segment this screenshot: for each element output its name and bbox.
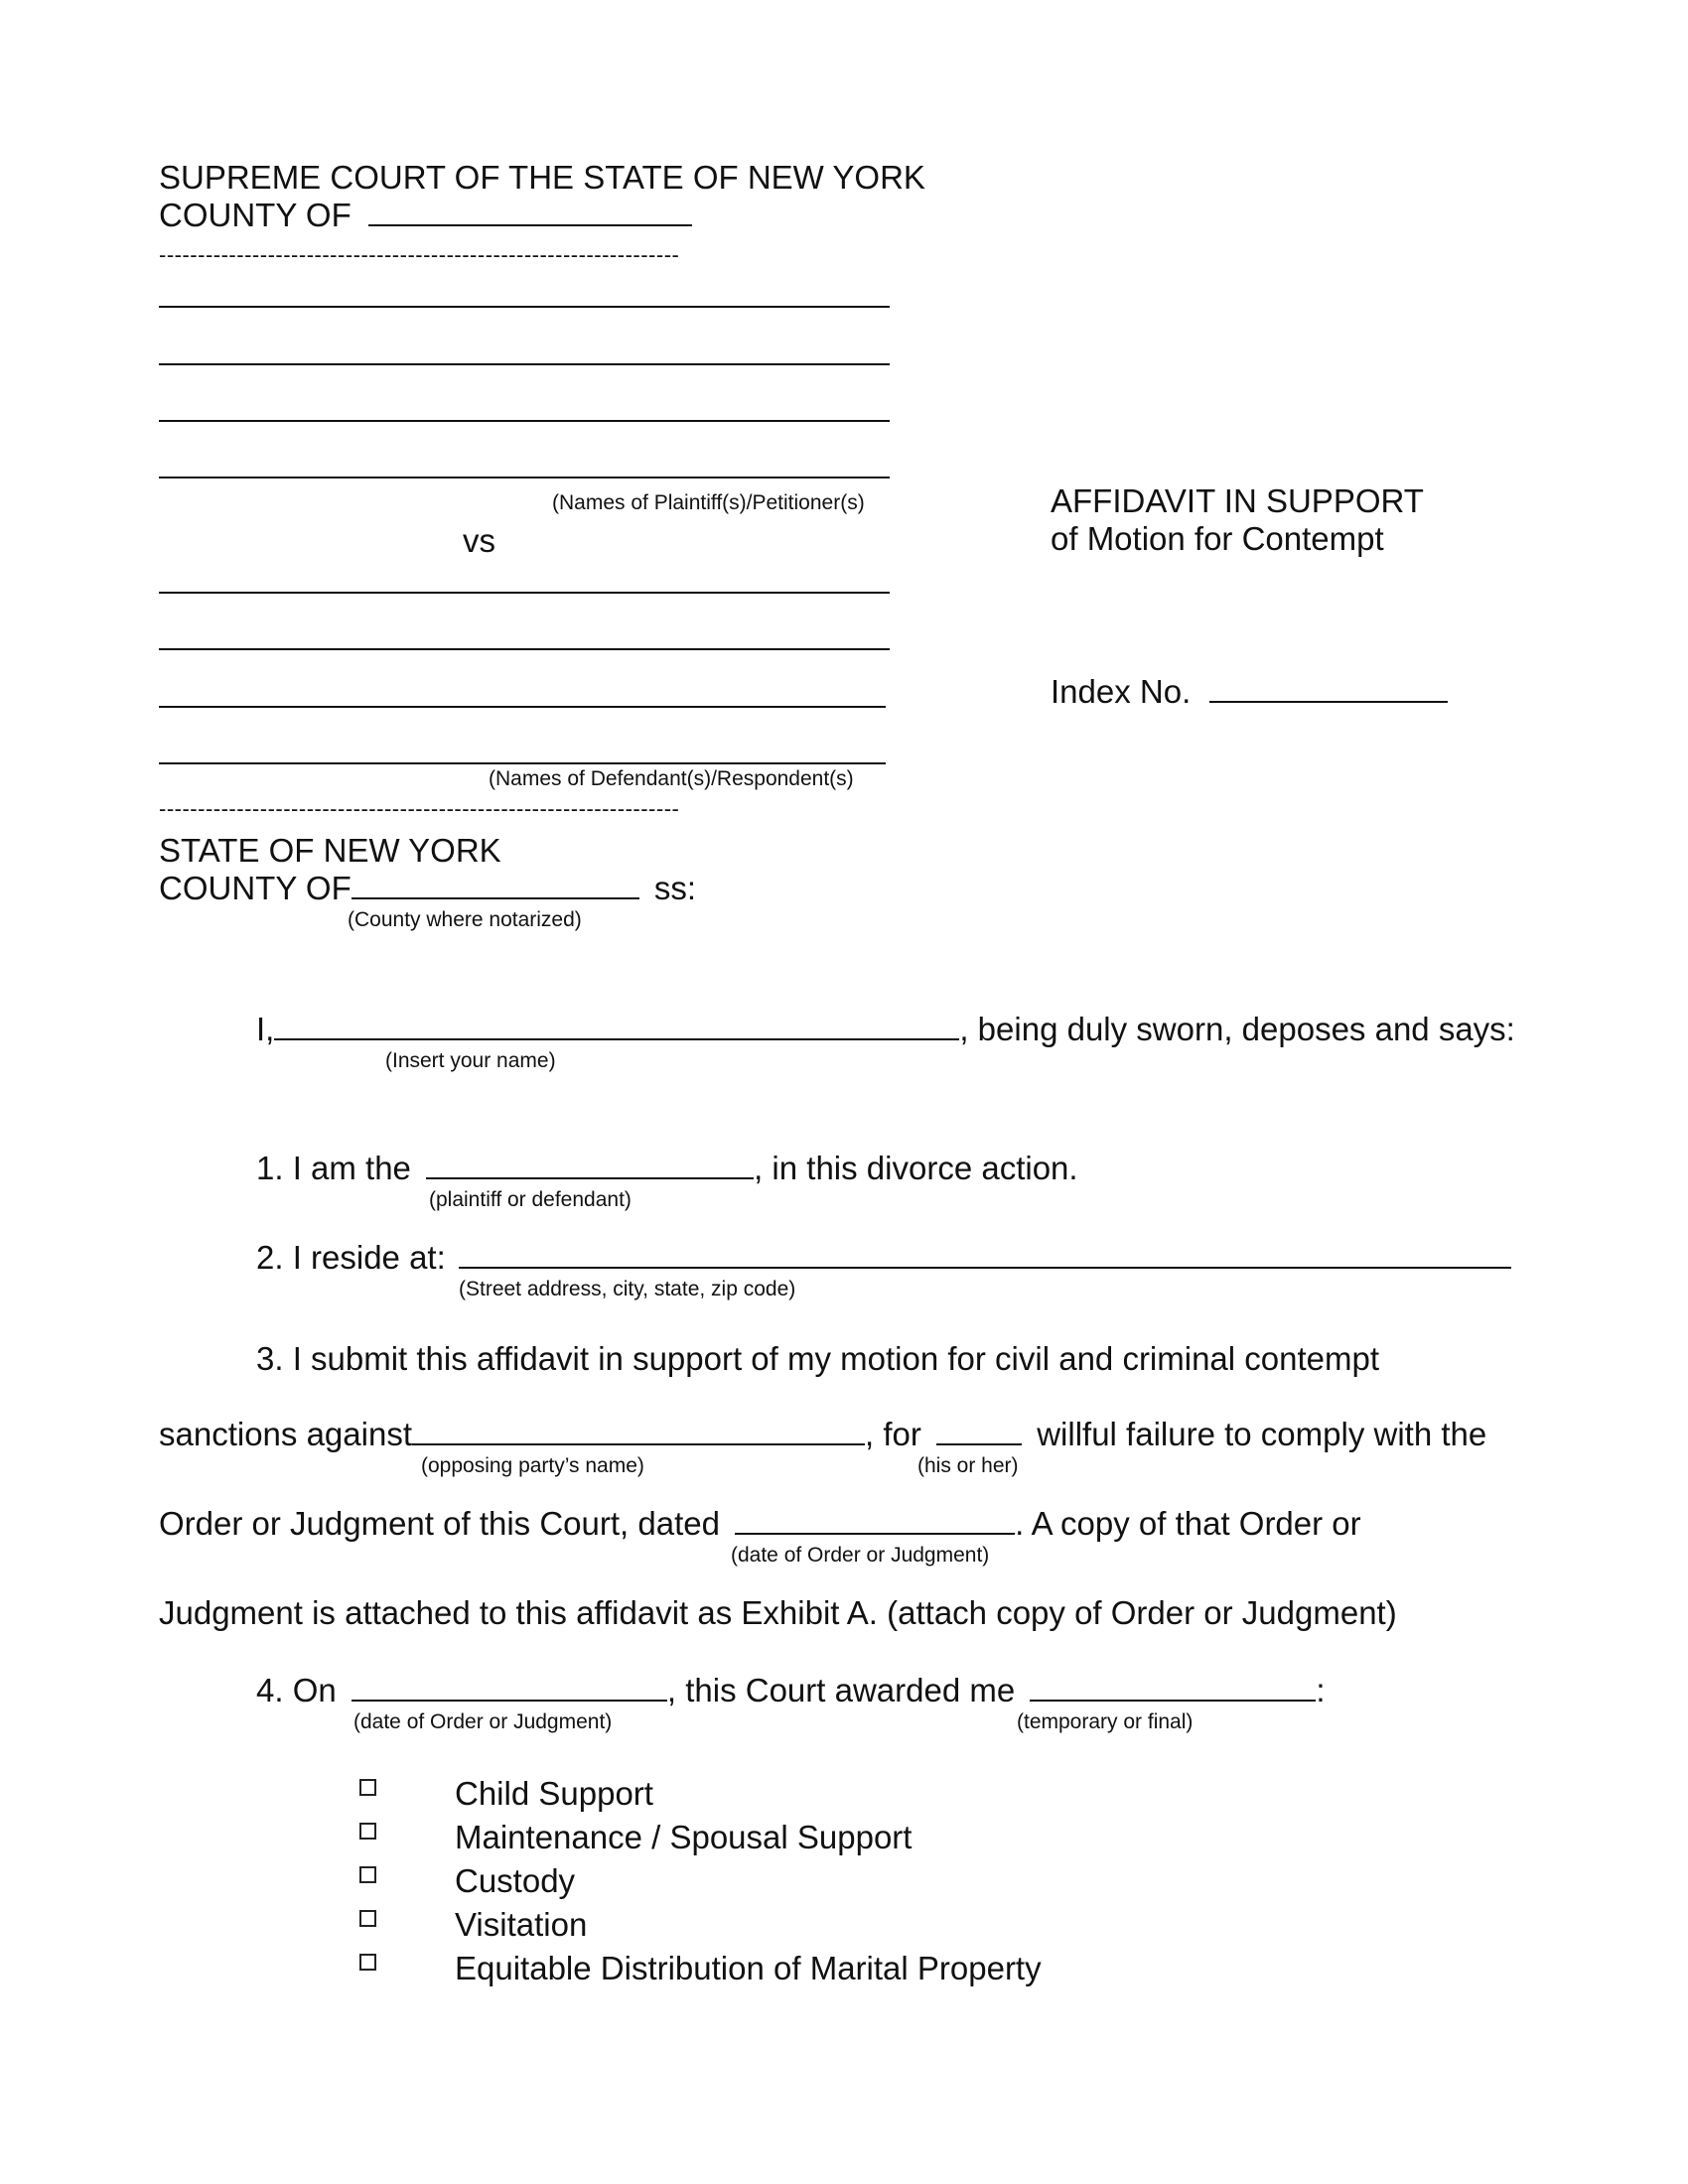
paragraph-4 <box>256 1674 1326 1706</box>
order-date-field[interactable] <box>735 1507 1015 1535</box>
defendant-name-line-2[interactable] <box>159 648 890 650</box>
defendant-caption: (Names of Defendant(s)/Respondent(s) <box>489 767 854 790</box>
his-or-her-field[interactable] <box>936 1418 1022 1445</box>
plaintiff-name-line-2[interactable] <box>159 363 890 365</box>
venue-ss: ss: <box>653 870 697 906</box>
paragraph-1 <box>256 1152 1078 1184</box>
venue-county-line <box>159 872 696 904</box>
p4-colon: : <box>1316 1672 1326 1708</box>
p3-order-suffix: . A copy of that Order or <box>1015 1505 1361 1542</box>
paragraph-3-line-3 <box>159 1507 1361 1540</box>
custody-label: Custody <box>455 1862 576 1899</box>
p3-order-prefix: Order or Judgment of this Court, dated <box>159 1505 720 1542</box>
court-name: SUPREME COURT OF THE STATE OF NEW YORK <box>159 159 925 196</box>
paragraph-3-line-2 <box>159 1418 1486 1450</box>
defendant-name-line-4[interactable] <box>159 762 886 764</box>
award-date-field[interactable] <box>352 1674 667 1702</box>
p3-party-caption: (opposing party’s name) <box>421 1454 644 1477</box>
p1-prefix: 1. I am the <box>256 1150 411 1186</box>
affiant-name-field[interactable] <box>274 1013 959 1040</box>
custody-checkbox[interactable] <box>359 1866 376 1883</box>
venue-county-caption: (County where notarized) <box>348 908 582 931</box>
child-support-checkbox[interactable] <box>359 1779 376 1796</box>
intro-caption: (Insert your name) <box>385 1049 556 1072</box>
equitable-distribution-checkbox[interactable] <box>359 1954 376 1971</box>
venue-state: STATE OF NEW YORK <box>159 832 501 869</box>
plaintiff-caption: (Names of Plaintiff(s)/Petitioner(s) <box>552 491 865 514</box>
equitable-distribution-label: Equitable Distribution of Marital Property <box>455 1950 1042 1986</box>
p1-caption: (plaintiff or defendant) <box>429 1188 632 1211</box>
versus-label: vs <box>463 522 495 559</box>
defendant-name-line-3[interactable] <box>159 706 886 708</box>
address-field[interactable] <box>459 1241 1511 1269</box>
p1-suffix: , in this divorce action. <box>754 1150 1078 1186</box>
p2-caption: (Street address, city, state, zip code) <box>459 1278 796 1300</box>
caption-divider-top: ------------------------------------------------------------------- <box>159 244 680 266</box>
court-county-label: COUNTY OF <box>159 197 352 233</box>
paragraph-3-line-1: 3. I submit this affidavit in support of my motion for civil and criminal contempt <box>256 1340 1380 1377</box>
p3-for: , for <box>865 1416 921 1452</box>
p3-date-caption: (date of Order or Judgment) <box>731 1544 990 1567</box>
p3-willful: willful failure to comply with the <box>1037 1416 1487 1452</box>
court-county-line <box>159 199 692 231</box>
paragraph-2 <box>256 1241 1511 1274</box>
index-number-field[interactable] <box>1209 675 1448 703</box>
plaintiff-name-line-4[interactable] <box>159 477 890 478</box>
document-title: AFFIDAVIT IN SUPPORT <box>1051 482 1424 519</box>
child-support-label: Child Support <box>455 1775 653 1812</box>
intro-sentence <box>256 1013 1515 1045</box>
award-type-field[interactable] <box>1030 1674 1316 1702</box>
maintenance-checkbox[interactable] <box>359 1823 376 1840</box>
index-number-label: Index No. <box>1051 673 1192 710</box>
intro-prefix: I, <box>256 1011 275 1047</box>
index-number-line <box>1051 675 1448 708</box>
caption-divider-bottom: ------------------------------------------------------------------- <box>159 798 680 820</box>
p4-prefix: 4. On <box>256 1672 337 1708</box>
visitation-checkbox[interactable] <box>359 1910 376 1927</box>
court-county-field[interactable] <box>368 199 692 226</box>
p4-mid: , this Court awarded me <box>666 1672 1016 1708</box>
p3-his-caption: (his or her) <box>917 1454 1019 1477</box>
plaintiff-name-line-1[interactable] <box>159 306 890 308</box>
visitation-label: Visitation <box>455 1906 588 1943</box>
p3-sanctions: sanctions against <box>159 1416 412 1452</box>
maintenance-label: Maintenance / Spousal Support <box>455 1819 913 1855</box>
p4-type-caption: (temporary or final) <box>1017 1710 1194 1733</box>
intro-suffix: , being duly sworn, deposes and says: <box>959 1011 1515 1047</box>
p2-prefix: 2. I reside at: <box>256 1239 446 1276</box>
plaintiff-name-line-3[interactable] <box>159 420 890 422</box>
paragraph-3-line-4: Judgment is attached to this affidavit as Exhibit A. (attach copy of Order or Judgment) <box>159 1594 1397 1631</box>
defendant-name-line-1[interactable] <box>159 592 890 594</box>
opposing-party-field[interactable] <box>412 1418 865 1445</box>
party-role-field[interactable] <box>426 1152 754 1179</box>
venue-county-label: COUNTY OF <box>159 870 352 906</box>
p4-date-caption: (date of Order or Judgment) <box>353 1710 613 1733</box>
venue-county-field[interactable] <box>352 872 639 899</box>
document-subtitle: of Motion for Contempt <box>1051 520 1384 557</box>
